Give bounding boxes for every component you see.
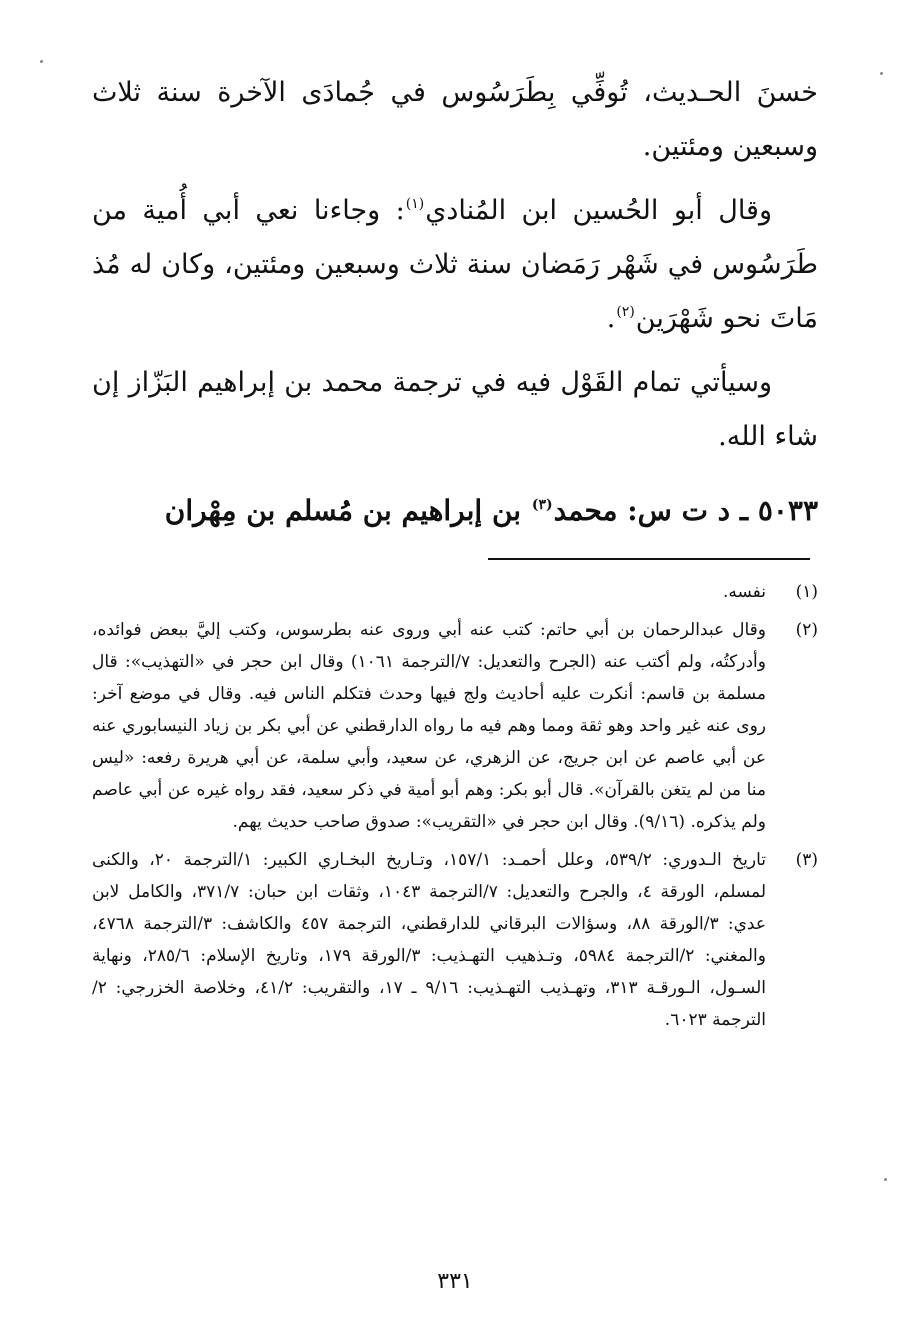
footnote-3: [92, 844, 818, 1036]
footnote-text: تاريخ الـدوري: ٥٣٩/٢، وعلل أحمـد: ١٥٧/١، وتـاريخ البخـاري الكبير: ١/الترجمة ٢٠، والكنى لمسلم، الورقة ٤، والجرح والتعديل: ٧/الترجمة ١٠٤٣، وثقات ابن حبان: ٣٧١/٧، والكامل لابن عدي: ٣/الورقة ٨٨، وسؤالات البرقاني للدارقطني، الترجمة ٤٥٧ والكاشف: ٣/الترجمة ٤٧٦٨، والمغني: ٢/الترجمة ٥٩٨٤، وتـذهيب التهـذيب: ٣/الورقة ١٧٩، وتاريخ الإسلام: ٢٨٥/٦، ونهاية السـول، الـورقـة ٣١٣، وتهـذيب التهـذيب: ٩/١٦ ـ ١٧، والتقريب: ٤١/٢، وخلاصة الخزرجي: ٢/الترجمة ٦٠٢٣.: [92, 850, 767, 1030]
book-page: [92, 66, 818, 1306]
paragraph-text: وقال أبو الحُسين ابن المُنادي: [425, 195, 772, 226]
footnote-ref-2: (٢): [616, 304, 635, 320]
footnote-number: (٣): [795, 850, 818, 870]
entry-number: ٥٠٣٣ ـ د ت س: محمد: [553, 494, 818, 527]
footnotes: [92, 576, 818, 1042]
page-number: ٣٣١: [437, 1269, 473, 1294]
scan-speck: [40, 60, 43, 63]
main-text: [92, 66, 818, 538]
footnote-number: (١): [795, 582, 818, 602]
entry-name: بن إبراهيم بن مُسلم بن مِهْران: [164, 494, 531, 527]
footnote-ref-3: (٣): [531, 497, 553, 513]
footnote-number: (٢): [795, 620, 818, 640]
footnote-separator: [488, 558, 810, 560]
footnote-1: [92, 576, 818, 608]
entry-heading: [92, 484, 818, 538]
scan-speck: [884, 1178, 887, 1181]
paragraph-biography-end: خسنَ الحـديث، تُوفِّي بِطَرَسُوس في جُمادَى الآخرة سنة ثلاث وسبعين ومئتين.: [92, 77, 818, 162]
paragraph-ibn-al-munadi: [92, 184, 818, 346]
paragraph-text: : وجاءنا نعي أبي أُمية من طَرَسُوس في شَهْر رَمَضان سنة ثلاث وسبعين ومئتين، وكان له مُذ مَاتَ نحو شَهْرَين: [92, 195, 818, 334]
footnote-2: [92, 614, 818, 838]
footnote-text: نفسه.: [722, 582, 766, 602]
paragraph-cross-reference: وسيأتي تمام القَوْل فيه في ترجمة محمد بن إبراهيم البَزّاز إن شاء الله.: [92, 367, 818, 452]
footnote-text: وقال عبدالرحمان بن أبي حاتم: كتب عنه أبي وروى عنه بطرسوس، وكتب إليَّ ببعض فوائده، وأدركتُه، ولم أكتب عنه (الجرح والتعديل: ٧/الترجمة ١٠٦١) وقال ابن حجر في «التهذيب»: قال مسلمة بن قاسم: أنكرت عليه أحاديث ولج فيها وحدث فتكلم الناس فيه. وقال في موضع آخر: روى عنه غير واحد وهو ثقة ومما وهم فيه ما رواه الدارقطني عن أبي بكر بن زياد النيسابوري عنه عن أبي عاصم عن ابن جريج، عن الزهري، عن سعيد، وأبي سلمة، عن أبي هريرة رفعه: «ليس منا من لم يتغن بالقرآن». قال أبو بكر: وهم أبو أمية في ذكر سعيد، فقد رواه غيره عن أبي عاصم ولم يذكره. (٩/١٦). وقال ابن حجر في «التقريب»: صدوق صاحب حديث يهم.: [92, 620, 766, 832]
paragraph-text: .: [606, 303, 616, 334]
scan-speck: [880, 72, 883, 75]
footnote-ref-1: (١): [405, 196, 425, 212]
